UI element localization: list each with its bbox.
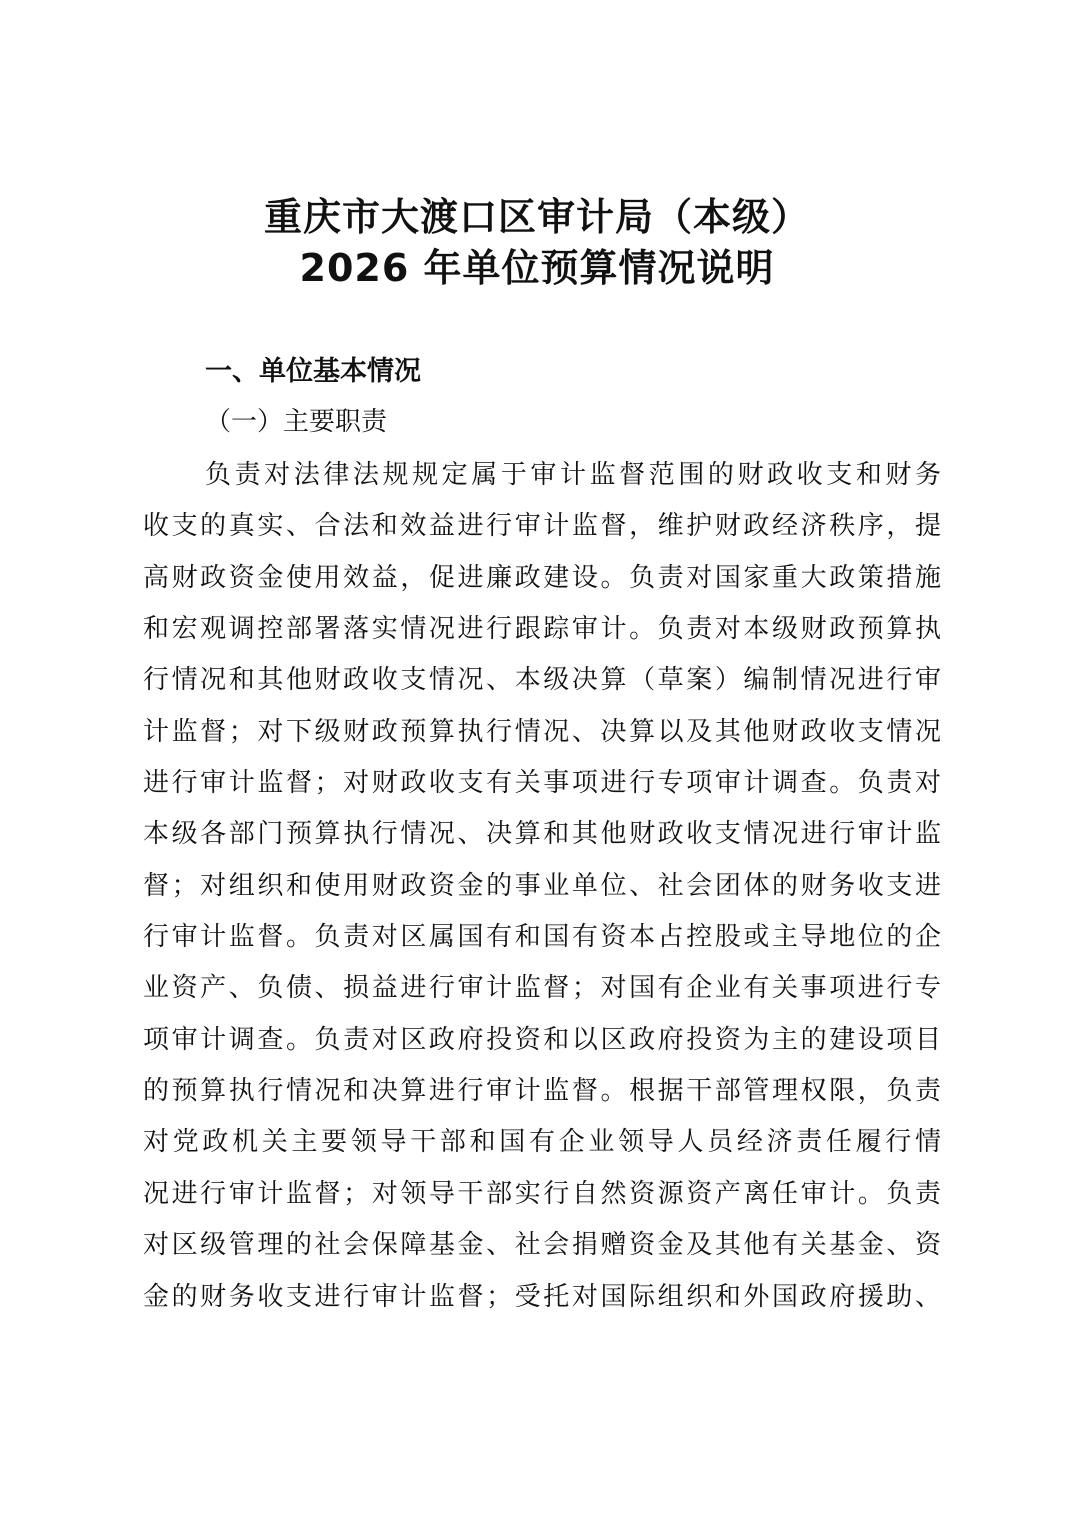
paragraph-line: 项审计调查。负责对区政府投资和以区政府投资为主的建设项目 bbox=[143, 1024, 941, 1055]
paragraph-line: 业资产、负债、损益进行审计监督；对国有企业有关事项进行专 bbox=[143, 973, 941, 1004]
document-title-line-1: 重庆市大渡口区审计局（本级） bbox=[263, 195, 810, 239]
paragraph-line: 的预算执行情况和决算进行审计监督。根据干部管理权限，负责 bbox=[143, 1076, 941, 1107]
paragraph-line: 高财政资金使用效益，促进廉政建设。负责对国家重大政策措施 bbox=[143, 562, 941, 593]
paragraph-line: 况进行审计监督；对领导干部实行自然资源资产离任审计。负责 bbox=[143, 1178, 941, 1209]
paragraph-line: 对党政机关主要领导干部和国有企业领导人员经济责任履行情 bbox=[143, 1127, 941, 1158]
paragraph-line: 本级各部门预算执行情况、决算和其他财政收支情况进行审计监 bbox=[143, 819, 941, 850]
section-heading: 一、单位基本情况 bbox=[205, 356, 421, 387]
paragraph-line: 进行审计监督；对财政收支有关事项进行专项审计调查。负责对 bbox=[143, 768, 941, 799]
paragraph-line: 和宏观调控部署落实情况进行跟踪审计。负责对本级财政预算执 bbox=[143, 614, 941, 645]
paragraph-line: 负责对法律法规规定属于审计监督范围的财政收支和财务 bbox=[205, 460, 941, 490]
paragraph-line: 督；对组织和使用财政资金的事业单位、社会团体的财务收支进 bbox=[143, 870, 941, 901]
paragraph-line: 收支的真实、合法和效益进行审计监督，维护财政经济秩序，提 bbox=[143, 511, 941, 542]
body-paragraph bbox=[143, 450, 941, 1323]
paragraph-line: 行审计监督。负责对区属国有和国有资本占控股或主导地位的企 bbox=[143, 922, 941, 953]
paragraph-line: 计监督；对下级财政预算执行情况、决算以及其他财政收支情况 bbox=[143, 716, 941, 747]
subsection-heading: （一）主要职责 bbox=[205, 407, 388, 437]
paragraph-line: 行情况和其他财政收支情况、本级决算（草案）编制情况进行审 bbox=[143, 665, 941, 696]
paragraph-line: 对区级管理的社会保障基金、社会捐赠资金及其他有关基金、资 bbox=[143, 1230, 941, 1261]
paragraph-line: 金的财务收支进行审计监督；受托对国际组织和外国政府援助、 bbox=[143, 1281, 941, 1312]
document-title-line-2: 2026 年单位预算情况说明 bbox=[299, 246, 775, 290]
